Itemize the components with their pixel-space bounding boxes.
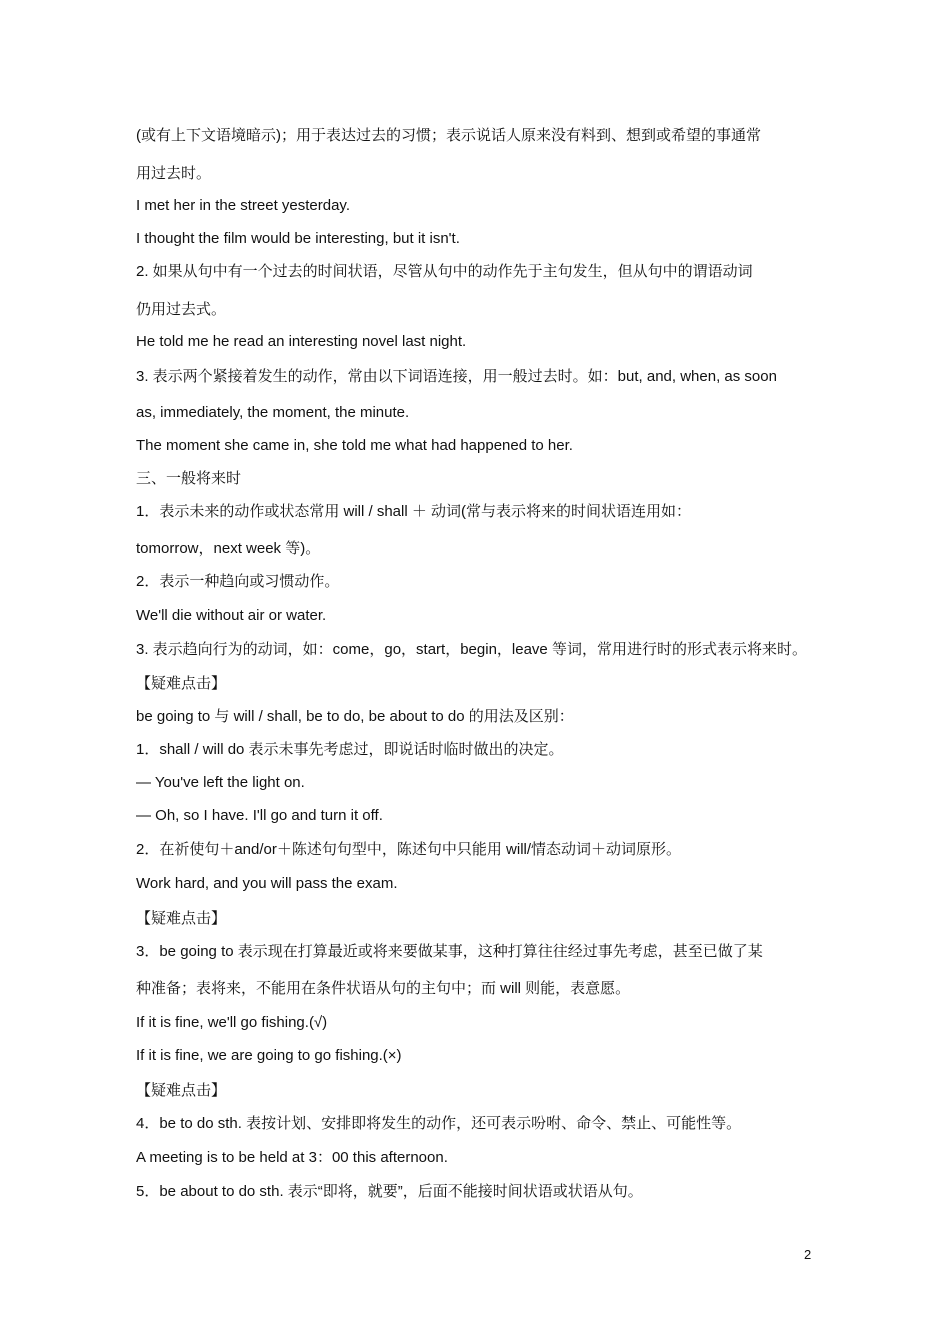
text-line-14: 2．表示一种趋向或习惯动作。 [136, 573, 340, 590]
text-line-18: be going to 与 will / shall, be to do, be about to do 的用法及区别： [136, 708, 574, 725]
text-line-12: 1．表示未来的动作或状态常用 will / shall ＋ 动词(常与表示将来的时间状语连用如： [136, 503, 692, 520]
text-line-25: 3．be going to 表示现在打算最近或将来要做某事，这种打算往往经过事先考虑，甚至已做了某 [136, 943, 763, 960]
text-line-30: 4．be to do sth. 表按计划、安排即将发生的动作，还可表示吩咐、命令、禁止、可能性等。 [136, 1115, 742, 1132]
page-content [136, 118, 826, 1202]
difficulty-heading-2: 【疑难点击】 [136, 910, 227, 927]
difficulty-heading-3: 【疑难点击】 [136, 1082, 227, 1099]
text-line-2: 用过去时。 [136, 165, 212, 182]
text-line-4: I thought the film would be interesting, but it isn't. [136, 230, 460, 247]
text-line-6: 仍用过去式。 [136, 301, 227, 318]
text-line-19: 1．shall / will do 表示未事先考虑过，即说话时临时做出的决定。 [136, 741, 564, 758]
text-line-32: 5．be about to do sth. 表示“即将，就要”，后面不能接时间状语或状语从句。 [136, 1183, 643, 1200]
section-heading: 三、一般将来时 [136, 470, 242, 487]
text-line-1: (或有上下文语境暗示)；用于表达过去的习惯；表示说话人原来没有料到、想到或希望的事通常 [136, 127, 761, 144]
text-line-22: 2．在祈使句＋and/or＋陈述句句型中，陈述句中只能用 will/情态动词＋动词原形。 [136, 841, 682, 858]
text-line-10: The moment she came in, she told me what had happened to her. [136, 437, 573, 454]
text-line-27: If it is fine, we'll go fishing.(√) [136, 1014, 328, 1031]
text-line-21: — Oh, so I have. I'll go and turn it off. [136, 807, 383, 824]
text-line-15: We'll die without air or water. [136, 607, 327, 624]
text-line-20: — You've left the light on. [136, 774, 305, 791]
text-line-3: I met her in the street yesterday. [136, 197, 350, 214]
text-line-16: 3. 表示趋向行为的动词，如：come，go，start，begin，leave 等词，常用进行时的形式表示将来时。 [136, 641, 807, 658]
text-line-9: as, immediately, the moment, the minute. [136, 404, 410, 421]
text-line-7: He told me he read an interesting novel last night. [136, 333, 467, 350]
page-number: 2 [804, 1247, 812, 1262]
text-line-5: 2. 如果从句中有一个过去的时间状语，尽管从句中的动作先于主句发生，但从句中的谓语动词 [136, 263, 753, 280]
text-line-13: tomorrow，next week 等)。 [136, 540, 321, 557]
text-line-26: 种准备；表将来，不能用在条件状语从句的主句中；而 will 则能，表意愿。 [136, 980, 631, 997]
text-line-28: If it is fine, we are going to go fishing.(×) [136, 1047, 402, 1064]
text-line-31: A meeting is to be held at 3：00 this afternoon. [136, 1149, 448, 1166]
text-line-8: 3. 表示两个紧接着发生的动作，常由以下词语连接，用一般过去时。如：but, and, when, as soon [136, 368, 777, 385]
text-line-23: Work hard, and you will pass the exam. [136, 875, 398, 892]
difficulty-heading-1: 【疑难点击】 [136, 675, 227, 692]
